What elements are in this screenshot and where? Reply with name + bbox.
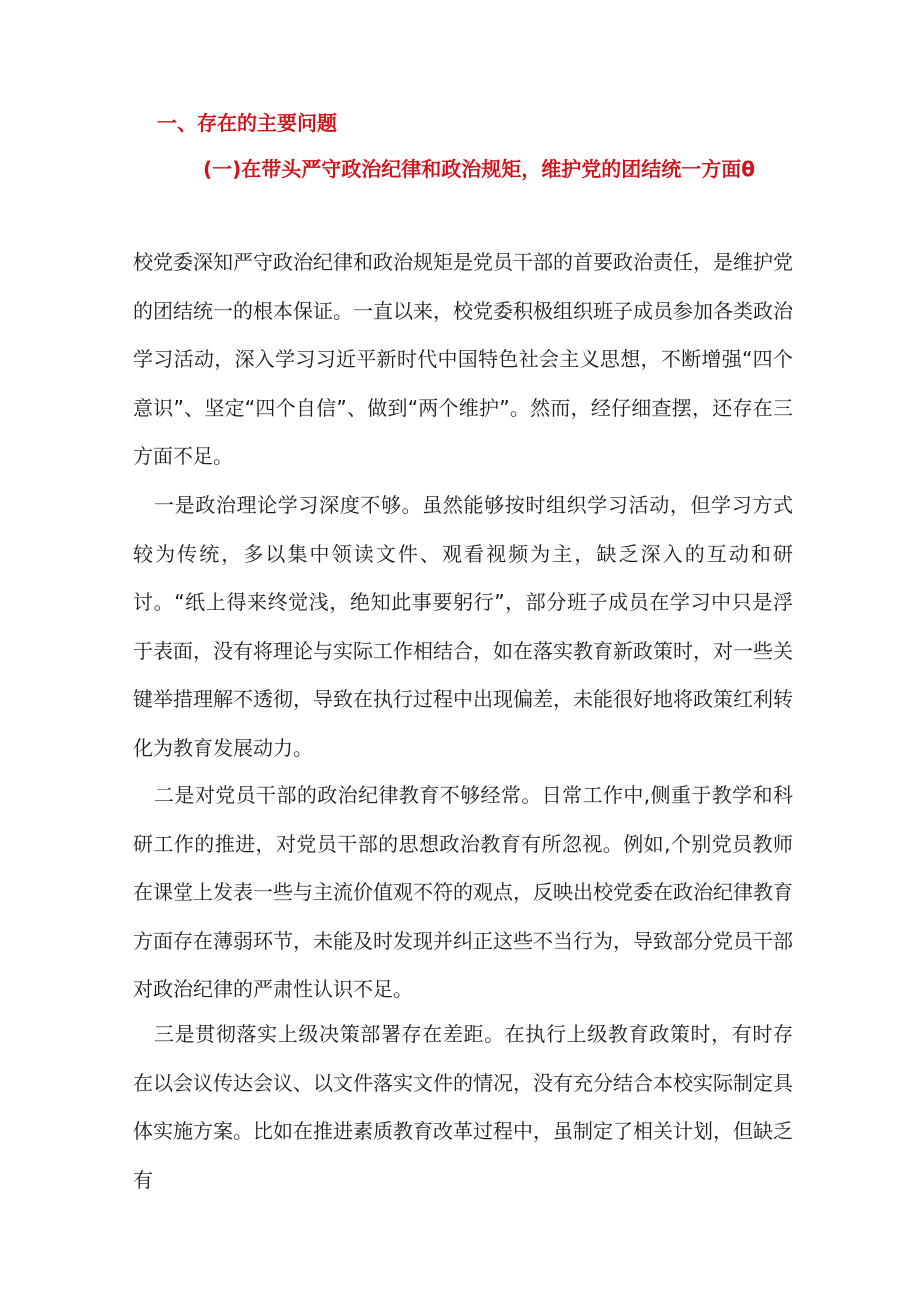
subsection-heading: (一)在带头严守政治纪律和政治规矩，维护党的团结统一方面θ — [203, 157, 756, 181]
paragraph-point-three: 三是贯彻落实上级决策部署存在差距。在执行上级教育政策时，有时存在以会议传达会议、以文件落实文件的情况，没有充分结合本校实际制定具体实施方案。比如在推进素质教育改革过程中，虽制定了相关计划，但缺乏有 — [133, 1022, 793, 1192]
paragraph-point-one: 一是政治理论学习深度不够。虽然能够按时组织学习活动，但学习方式较为传统，多以集中领读文件、观看视频为主，缺乏深入的互动和研讨。“纸上得来终觉浅，绝知此事要躬行”，部分班子成员在学习中只是浮于表面，没有将理论与实际工作相结合，如在落实教育新政策时，对一些关键举措理解不透彻，导致在执行过程中出现偏差，未能很好地将政策红利转化为教育发展动力。 — [133, 493, 793, 760]
section-heading: 一、存在的主要问题 — [157, 111, 337, 135]
paragraph-intro: 校党委深知严守政治纪律和政治规矩是党员干部的首要政治责任，是维护党的团结统一的根本保证。一直以来，校党委积极组织班子成员参加各类政治学习活动，深入学习习近平新时代中国特色社会主义思想，不断增强“四个意识”、坚定“四个自信”、做到“两个维护”。然而，经仔细查摆，还存在三方面不足。 — [133, 250, 793, 469]
paragraph-point-two: 二是对党员干部的政治纪律教育不够经常。日常工作中,侧重于教学和科研工作的推进，对党员干部的思想政治教育有所忽视。例如,个别党员教师在课堂上发表一些与主流价值观不符的观点，反映出校党委在政治纪律教育方面存在薄弱环节，未能及时发现并纠正这些不当行为，导致部分党员干部对政治纪律的严肃性认识不足。 — [133, 783, 793, 1002]
